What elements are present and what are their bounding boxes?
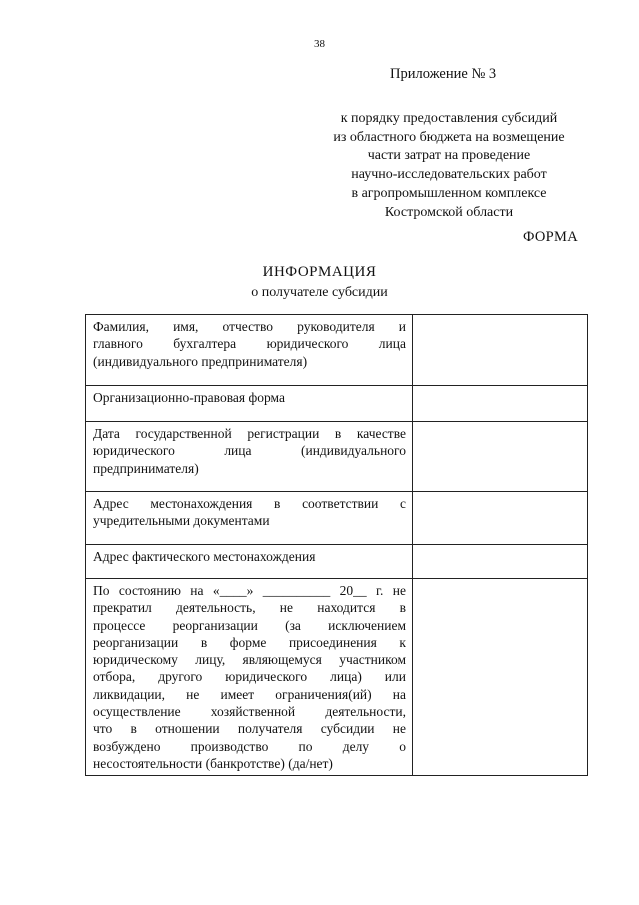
label-line: несостоятельности (банкротстве) (да/нет)	[93, 755, 333, 771]
label-line: (индивидуального предпринимателя)	[93, 353, 308, 369]
table-row	[86, 579, 588, 776]
recipient-info-table	[85, 314, 588, 776]
order-reference	[318, 110, 580, 222]
label-line: ликвидации, не имеет ограничения(ий) на	[93, 686, 406, 702]
order-line: части затрат на проведение	[367, 148, 531, 164]
label-line: Организационно-правовая форма	[93, 390, 285, 405]
label-line: Адрес фактического местонахождения	[93, 549, 316, 564]
label-line: По состоянию на «____» __________ 20__ г. не	[93, 583, 406, 598]
value-cell-legal-address[interactable]	[413, 492, 588, 545]
order-line: в агропромышленном комплексе	[351, 185, 547, 201]
label-line: Фамилия, имя, отчество руководителя и	[93, 319, 406, 334]
page-number: 38	[314, 38, 325, 50]
label-line: отбора, другого юридического лица) или	[93, 669, 406, 685]
label-line: осуществление хозяйственной деятельности,	[93, 704, 406, 720]
label-cell-legal-address	[86, 492, 413, 545]
label-line: что в отношении получателя субсидии не	[93, 721, 406, 737]
order-line: научно-исследовательских работ	[351, 167, 547, 183]
table-row	[86, 386, 588, 422]
label-line: предпринимателя)	[93, 460, 199, 476]
value-cell-registration-date[interactable]	[413, 422, 588, 492]
value-cell-legal-form[interactable]	[413, 386, 588, 422]
label-line: Адрес местонахождения в соответствии с	[93, 496, 406, 511]
order-line: из областного бюджета на возмещение	[333, 129, 565, 145]
table-row	[86, 545, 588, 579]
label-line: Дата государственной регистрации в качестве	[93, 426, 406, 441]
label-line: юридического лица (индивидуального	[93, 443, 406, 459]
table-row	[86, 315, 588, 386]
appendix-title: Приложение № 3	[390, 66, 497, 82]
label-line: реорганизации в форме присоединения к	[93, 634, 406, 650]
label-line: юридическому лицу, являющемуся участником	[93, 652, 406, 668]
value-cell-actual-address[interactable]	[413, 545, 588, 579]
label-line: учредительными документами	[93, 513, 270, 529]
label-cell-registration-date	[86, 422, 413, 492]
value-cell-status-declaration[interactable]	[413, 579, 588, 776]
order-line: к порядку предоставления субсидий	[340, 111, 558, 126]
table-row	[86, 422, 588, 492]
label-line: процессе реорганизации (за исключением	[93, 617, 406, 633]
value-cell-manager-names[interactable]	[413, 315, 588, 386]
label-cell-legal-form	[86, 386, 413, 422]
label-line: главного бухгалтера юридического лица	[93, 336, 406, 352]
order-line: Костромской области	[384, 204, 514, 220]
document-subtitle: о получателе субсидии	[251, 285, 388, 300]
form-label: ФОРМА	[522, 229, 578, 245]
label-cell-manager-names	[86, 315, 413, 386]
document-title: ИНФОРМАЦИЯ	[262, 264, 377, 280]
label-line: возбуждено производство по делу о	[93, 738, 406, 754]
label-cell-status-declaration	[86, 579, 413, 776]
label-line: прекратил деятельность, не находится в	[93, 600, 406, 616]
label-cell-actual-address	[86, 545, 413, 579]
table-row	[86, 492, 588, 545]
